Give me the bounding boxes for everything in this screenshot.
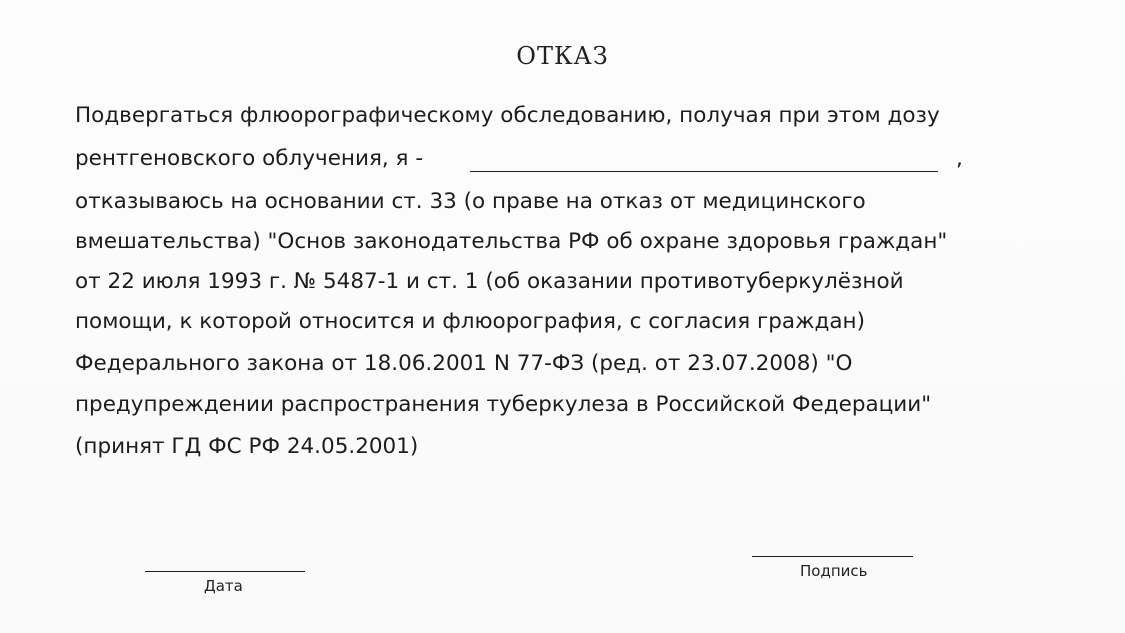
body-line-2: рентгеновского облучения, я - bbox=[75, 146, 424, 171]
name-blank-line[interactable] bbox=[470, 171, 938, 172]
body-line-6: помощи, к которой относится и флюорография, с согласия граждан) bbox=[75, 309, 865, 334]
date-blank-line[interactable] bbox=[145, 571, 305, 572]
document-title: ОТКАЗ bbox=[516, 42, 609, 70]
date-label: Дата bbox=[204, 577, 243, 595]
body-line-5: от 22 июля 1993 г. № 5487-1 и ст. 1 (об оказании противотуберкулёзной bbox=[75, 269, 904, 294]
body-line-1: Подвергаться флюорографическому обследованию, получая при этом дозу bbox=[75, 103, 940, 128]
body-line-3: отказываюсь на основании ст. 33 (о праве на отказ от медицинского bbox=[75, 189, 866, 214]
body-line-7: Федерального закона от 18.06.2001 N 77-ФЗ (ред. от 23.07.2008) "О bbox=[75, 351, 853, 376]
body-line-8: предупреждении распространения туберкулеза в Российской Федерации" bbox=[75, 392, 932, 417]
signature-blank-line[interactable] bbox=[752, 556, 913, 557]
body-line-4: вмешательства) "Основ законодательства РФ об охране здоровья граждан" bbox=[75, 229, 948, 254]
signature-label: Подпись bbox=[800, 562, 868, 580]
body-line-9: (принят ГД ФС РФ 24.05.2001) bbox=[75, 434, 419, 459]
name-field-comma: , bbox=[956, 146, 963, 171]
